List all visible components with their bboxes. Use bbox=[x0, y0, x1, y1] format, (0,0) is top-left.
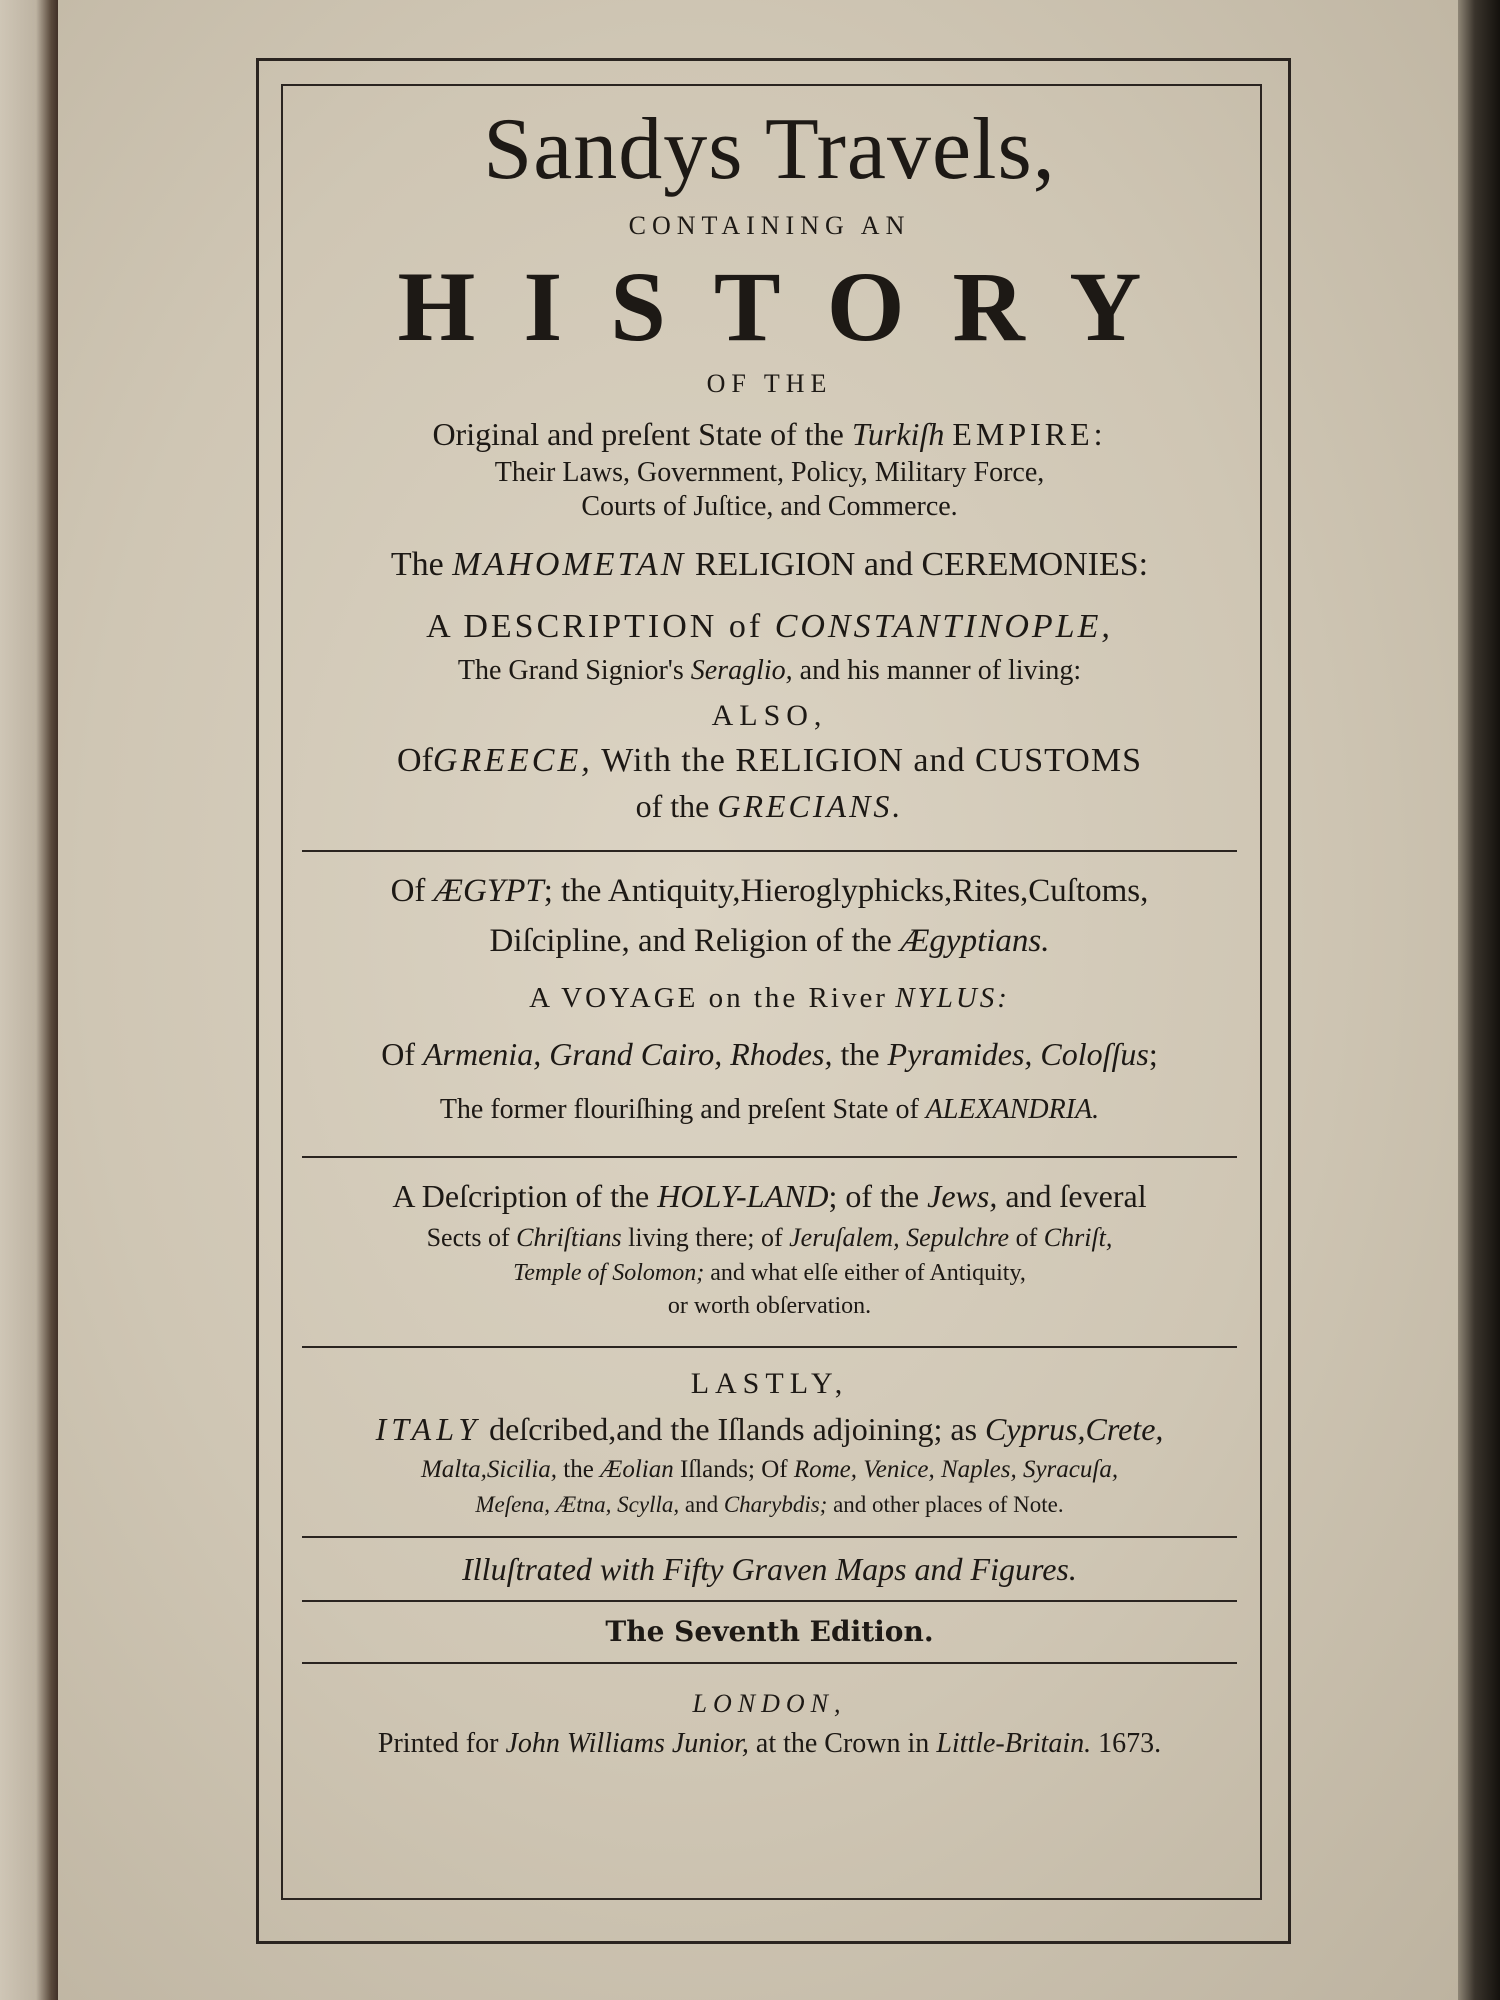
turkish-empire-line bbox=[283, 412, 1256, 456]
sects-mid2: of bbox=[1015, 1223, 1038, 1252]
voyage-line bbox=[283, 972, 1256, 1024]
divider-rule bbox=[302, 1662, 1237, 1664]
armenia-line bbox=[283, 1024, 1256, 1084]
sects-mid: living there; of bbox=[628, 1223, 783, 1252]
book-title: Sandys Travels, bbox=[483, 101, 1056, 198]
courts-line: Courts of Juſtice, and Commerce. bbox=[581, 491, 958, 522]
also-line: ALSO, bbox=[711, 699, 828, 732]
alexandria-pre: The former flouriſhing and preſent State of bbox=[439, 1094, 919, 1125]
egypt-post: ; the Antiquity,Hieroglyphicks,Rites,Cuſtoms, bbox=[543, 873, 1149, 909]
temple-post: and what elſe either of Antiquity, bbox=[710, 1260, 1026, 1286]
printed-year: 1673. bbox=[1098, 1728, 1162, 1759]
christ-italic: Chriſt, bbox=[1043, 1223, 1113, 1252]
seraglio-line bbox=[283, 652, 1256, 690]
nylus-italic: NYLUS: bbox=[895, 982, 1010, 1014]
edition-line: The Seventh Edition. bbox=[605, 1615, 934, 1648]
armenia-mid: the bbox=[840, 1036, 880, 1072]
greece-line bbox=[283, 738, 1256, 784]
egypt-line bbox=[283, 866, 1256, 916]
greece-post: With the RELIGION and CUSTOMS bbox=[601, 742, 1142, 779]
title-page-text bbox=[283, 86, 1256, 1764]
armenia-post: ; bbox=[1148, 1036, 1158, 1072]
malta-line bbox=[283, 1452, 1256, 1488]
grecians-italic: GRECIANS. bbox=[717, 788, 904, 824]
discipline-line bbox=[283, 916, 1256, 966]
jerusalem-italic: Jeruſalem, Sepulchre bbox=[789, 1223, 1010, 1252]
of-the-line: OF THE bbox=[706, 369, 833, 398]
laws-line: Their Laws, Government, Policy, Military Force, bbox=[494, 457, 1045, 488]
seraglio-pre: The Grand Signior's bbox=[457, 655, 684, 686]
mahometan-pre: The bbox=[390, 546, 444, 583]
printer-italic: John Williams Junior, bbox=[505, 1728, 749, 1759]
mahometan-post: RELIGION and CEREMONIES: bbox=[694, 546, 1149, 583]
malta-italic: Malta,Sicilia, bbox=[420, 1456, 558, 1483]
messena-italic: Meſena, Ætna, Scylla, bbox=[475, 1492, 680, 1517]
messena-mid: and bbox=[684, 1492, 719, 1517]
malta-mid2: Iſlands; Of bbox=[679, 1456, 788, 1483]
alexandria-line bbox=[283, 1084, 1256, 1136]
holy-mid: ; of the bbox=[828, 1178, 920, 1214]
seraglio-post: and his manner of living: bbox=[799, 655, 1082, 686]
imprint-line bbox=[283, 1724, 1256, 1764]
empire-word: EMPIRE: bbox=[952, 416, 1107, 452]
holy-land-italic: HOLY-LAND bbox=[657, 1178, 829, 1214]
jews-italic: Jews, bbox=[927, 1178, 998, 1214]
london-line: LONDON, bbox=[692, 1689, 847, 1718]
printed-mid: at the Crown in bbox=[755, 1728, 930, 1759]
description-pre: A DESCRIPTION of bbox=[426, 608, 764, 645]
greece-pre: Of bbox=[397, 742, 433, 779]
messena-post: and other places of Note. bbox=[833, 1492, 1064, 1517]
italy-italic: ITALY bbox=[375, 1411, 482, 1447]
grecians-line bbox=[283, 784, 1256, 828]
pyramides-italic: Pyramides, Coloſſus bbox=[887, 1036, 1149, 1072]
italy-mid: deſcribed,and the Iſlands adjoining; as bbox=[489, 1411, 978, 1447]
holy-land-line bbox=[283, 1172, 1256, 1220]
sects-pre: Sects of bbox=[426, 1223, 510, 1252]
armenia-pre: Of bbox=[381, 1036, 415, 1072]
seraglio-italic: Seraglio, bbox=[690, 655, 793, 686]
charybdis-italic: Charybdis; bbox=[723, 1492, 828, 1517]
malta-mid: the bbox=[563, 1456, 594, 1483]
page-edge bbox=[1458, 0, 1500, 2000]
turkish-pre: Original and preſent State of the bbox=[432, 416, 844, 452]
sects-line bbox=[283, 1220, 1256, 1256]
divider-rule bbox=[302, 1156, 1237, 1158]
turkish-italic: Turkiſh bbox=[851, 416, 945, 452]
description-line bbox=[283, 602, 1256, 652]
containing-line: CONTAINING AN bbox=[628, 211, 911, 240]
aeolian-italic: Æolian bbox=[600, 1456, 674, 1483]
voyage-pre: A VOYAGE on the River bbox=[529, 982, 888, 1014]
cyprus-italic: Cyprus,Crete, bbox=[985, 1411, 1164, 1447]
temple-line bbox=[283, 1256, 1256, 1290]
armenia-italic: Armenia, Grand Cairo, Rhodes, bbox=[422, 1036, 833, 1072]
constantinople-italic: CONSTANTINOPLE, bbox=[774, 608, 1113, 645]
egypt-pre: Of bbox=[390, 873, 426, 909]
discipline-pre: Diſcipline, and Religion of the bbox=[489, 923, 892, 959]
worth-line: or worth obſervation. bbox=[667, 1293, 872, 1319]
book-gutter bbox=[0, 0, 60, 2000]
greece-italic: GREECE, bbox=[432, 742, 593, 779]
rome-italic: Rome, Venice, Naples, Syracuſa, bbox=[793, 1456, 1119, 1483]
alexandria-italic: ALEXANDRIA. bbox=[925, 1094, 1100, 1125]
mahometan-italic: MAHOMETAN bbox=[452, 546, 687, 583]
egyptians-italic: Ægyptians. bbox=[900, 923, 1050, 959]
italy-line bbox=[283, 1406, 1256, 1452]
messena-line bbox=[283, 1488, 1256, 1522]
lastly-line: LASTLY, bbox=[690, 1367, 849, 1400]
mahometan-line bbox=[283, 540, 1256, 590]
egypt-italic: ÆGYPT bbox=[433, 873, 544, 909]
illustrated-line: Illuſtrated with Fifty Graven Maps and Figures. bbox=[462, 1551, 1077, 1587]
holy-post: and ſeveral bbox=[1005, 1178, 1147, 1214]
holy-pre: A Deſcription of the bbox=[392, 1178, 650, 1214]
history-heading: HISTORY bbox=[397, 251, 1190, 362]
grecians-pre: of the bbox=[635, 788, 710, 824]
divider-rule bbox=[302, 1346, 1237, 1348]
divider-rule bbox=[302, 850, 1237, 852]
temple-italic: Temple of Solomon; bbox=[513, 1260, 705, 1286]
little-britain-italic: Little-Britain. bbox=[936, 1728, 1092, 1759]
christians-italic: Chriſtians bbox=[516, 1223, 622, 1252]
printed-pre: Printed for bbox=[377, 1728, 499, 1759]
